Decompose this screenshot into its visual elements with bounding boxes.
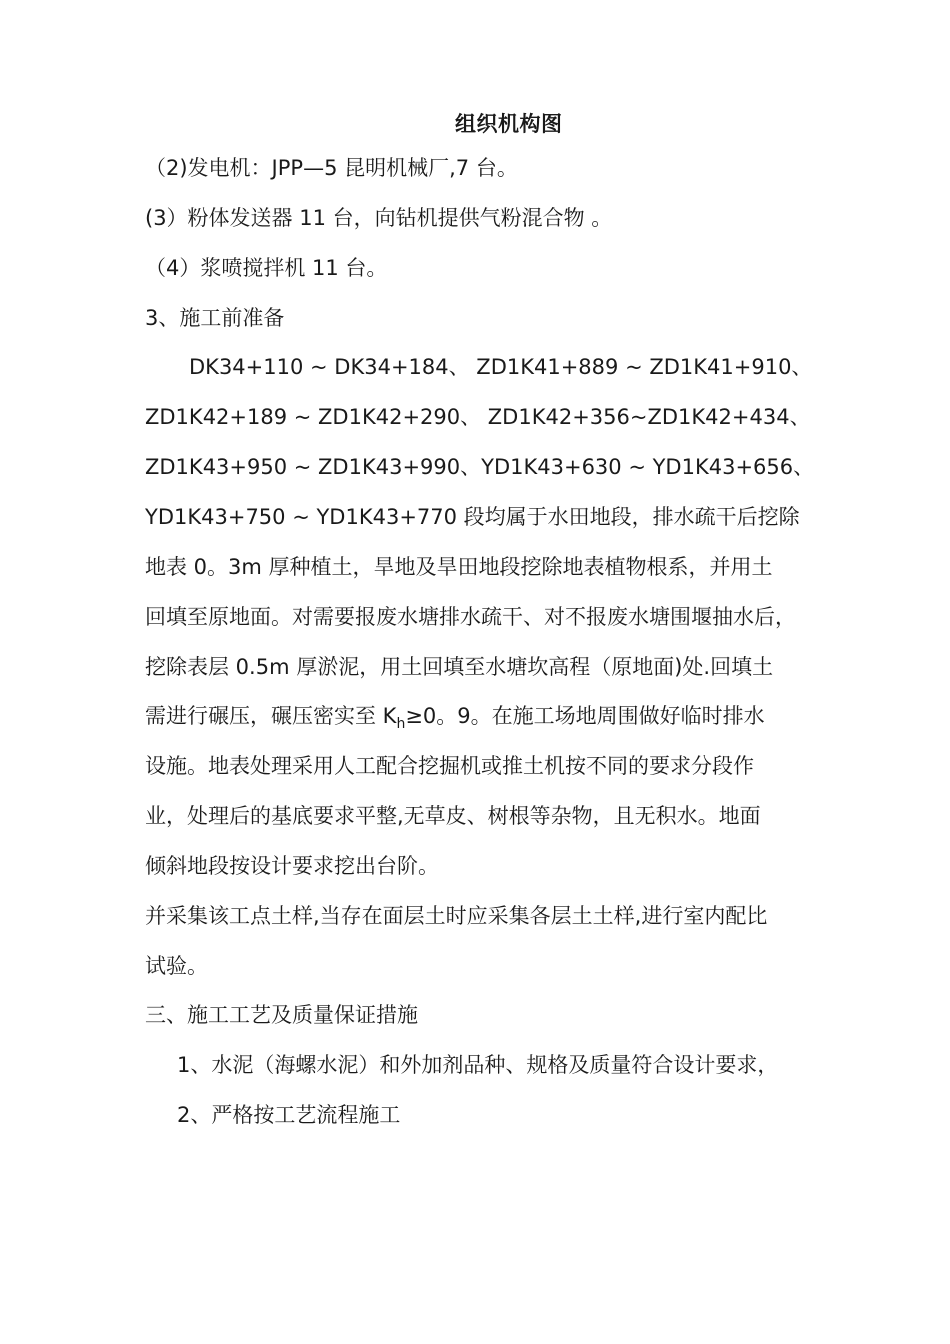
text-line-ground-treatment: 设施。地表处理采用人工配合挖掘机或推土机按不同的要求分段作 [145,754,754,778]
page-title: 组织机构图 [455,112,563,136]
text-line-generator: （2)发电机：JPP—5 昆明机械厂,7 台。 [145,156,518,180]
compaction-text: 需进行碾压，碾压密实至 K [145,704,397,728]
text-line-mixer: （4）浆喷搅拌机 11 台。 [145,256,388,280]
text-line-paddy-section: YD1K43+750 ~ YD1K43+770 段均属于水田地段，排水疏干后挖除 [145,505,800,529]
text-line-compaction [145,702,765,730]
text-line-steps: 倾斜地段按设计要求挖出台阶。 [145,854,439,878]
text-line-test: 试验。 [145,954,208,978]
list-item-process: 2、严格按工艺流程施工 [177,1103,401,1127]
text-line-station-ranges-2: ZD1K42+189 ~ ZD1K42+290、 ZD1K42+356~ZD1K42+434、 [145,405,811,429]
text-line-powder-sender: (3）粉体发送器 11 台，向钻机提供气粉混合物 。 [145,206,613,230]
list-item-cement: 1、水泥（海螺水泥）和外加剂品种、规格及质量符合设计要求， [177,1053,779,1077]
text-line-base-requirements: 业，处理后的基底要求平整,无草皮、树根等杂物，且无积水。地面 [145,804,761,828]
text-line-topsoil: 地表 0。3m 厚种植土，旱地及旱田地段挖除地表植物根系，并用土 [145,555,773,579]
text-line-soil-samples: 并采集该工点土样,当存在面层土时应采集各层土土样,进行室内配比 [145,904,768,928]
text-line-station-ranges-3: ZD1K43+950 ~ ZD1K43+990、YD1K43+630 ~ YD1K43+656、 [145,455,815,479]
text-line-silt: 挖除表层 0.5m 厚淤泥，用土回填至水塘坎高程（原地面)处.回填土 [145,655,774,679]
text-line-backfill: 回填至原地面。对需要报废水塘排水疏干、对不报废水塘围堰抽水后， [145,605,796,629]
compaction-text-tail: ≥0。9。在施工场地周围做好临时排水 [405,704,765,728]
section-heading-process-quality: 三、施工工艺及质量保证措施 [145,1003,418,1027]
text-line-station-ranges-1: DK34+110 ~ DK34+184、 ZD1K41+889 ~ ZD1K41+910、 [189,355,813,379]
section-heading-preparation: 3、施工前准备 [145,306,285,330]
compaction-subscript: h [396,716,406,732]
